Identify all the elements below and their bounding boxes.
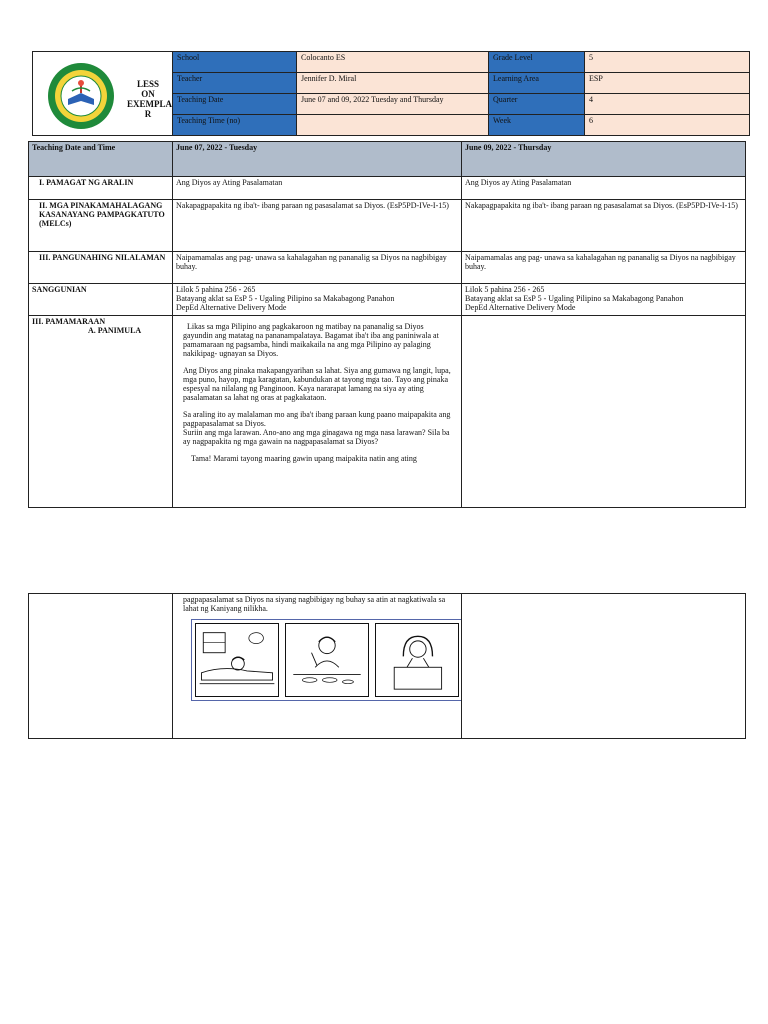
nilalaman-thursday: Naipamamalas ang pag- unawa sa kahalagahan ng pananalig sa Diyos na nagbibigay buhay. (462, 252, 746, 284)
page2-content (173, 594, 462, 739)
learning-area-value: ESP (585, 73, 750, 94)
sanggunian-thu-line1: Lilok 5 pahina 256 - 265 (465, 285, 545, 294)
header-table (32, 51, 750, 136)
pamagat-tuesday: Ang Diyos ay Ating Pasalamatan (173, 177, 462, 200)
pamamaraan-label (29, 316, 173, 508)
sanggunian-tue-line2: Batayang aklat sa EsP 5 - Ugaling Pilipino sa Makabagong Panahon (176, 294, 395, 303)
teaching-date-value: June 07 and 09, 2022 Tuesday and Thursday (297, 94, 489, 115)
panimula-thursday (462, 316, 746, 508)
quarter-label: Quarter (489, 94, 585, 115)
head-tuesday: June 07, 2022 - Tuesday (173, 142, 462, 177)
continuation-text: pagpapasalamat sa Diyos na siyang nagbibigay ng buhay sa atin at nagkatiwala sa lahat ng Kaniyang nilikha. (183, 595, 446, 613)
school-seal-icon (46, 61, 116, 131)
panimula-content (173, 316, 462, 508)
sanggunian-label: SANGGUNIAN (29, 284, 173, 316)
sanggunian-tue-line3: DepEd Alternative Delivery Mode (176, 303, 287, 312)
panimula-paragraph-2: Ang Diyos ang pinaka makapangyarihan sa lahat. Siya ang gumawa ng langit, lupa, mga puno, hayop, mga karagatan, kabundukan at tayong mga tao. Tayo ang pinaka espesyal na nilalang ng Panginoon. Kaya nararapat lamang na siya ay ating pasalamatan sa lahat ng oras at pagkakataon. (183, 366, 451, 402)
pamagat-thursday: Ang Diyos ay Ating Pasalamatan (462, 177, 746, 200)
panimula-paragraph-4: Tama! Marami tayong maaring gawin upang maipakita natin ang ating (191, 454, 417, 463)
grade-level-label: Grade Level (489, 52, 585, 73)
sanggunian-thu-line3: DepEd Alternative Delivery Mode (465, 303, 576, 312)
school-value: Colocanto ES (297, 52, 489, 73)
teaching-time-value (297, 115, 489, 136)
learning-area-label: Learning Area (489, 73, 585, 94)
week-label: Week (489, 115, 585, 136)
quarter-value: 4 (585, 94, 750, 115)
week-value: 6 (585, 115, 750, 136)
teaching-time-label: Teaching Time (no) (173, 115, 297, 136)
head-thursday: June 09, 2022 - Thursday (462, 142, 746, 177)
child-sleeping-illustration (196, 624, 278, 696)
panimula-paragraph-3a: Sa araling ito ay malalaman mo ang iba't ibang paraan kung paano maipapakita ang pagpapasalamat sa Diyos. (183, 410, 451, 428)
panimula-paragraph-1: Likas sa mga Pilipino ang pagkakaroon ng matibay na pananalig sa Diyos gayundin ang matatag na pananampalataya. Bagamat iba't iba ang paniniwala at pamamaraan ng pagsamba, hindi maikakaila na ang mga Pilipino ay palaging nakikipag- ugnayan sa Diyos. (183, 322, 439, 358)
pamagat-label: I. PAMAGAT NG ARALIN (29, 177, 173, 200)
picture-praying-child (195, 623, 279, 697)
head-teaching-date: Teaching Date and Time (29, 142, 173, 177)
teaching-date-label: Teaching Date (173, 94, 297, 115)
nilalaman-tuesday: Naipamamalas ang pag- unawa sa kahalagahan ng pananalig sa Diyos na nagbibigay buhay. (173, 252, 462, 284)
girl-thinking-illustration (376, 624, 458, 696)
sanggunian-thu-line2: Batayang aklat sa EsP 5 - Ugaling Pilipino sa Makabagong Panahon (465, 294, 684, 303)
panimula-paragraph-3b: Suriin ang mga larawan. Ano-ano ang mga ginagawa ng mga nasa larawan? Sila ba ay nagpapakita ng mga gawain na nagpapasalamat sa Diyos? (183, 428, 450, 446)
page2-label-cell (29, 594, 173, 739)
melcs-tuesday: Nakapagpapakita ng iba't- ibang paraan ng pasasalamat sa Diyos. (EsP5PD-IVe-I-15) (173, 200, 462, 252)
sanggunian-tuesday (173, 284, 462, 316)
pamamaraan-title: III. PAMAMARAAN (32, 317, 106, 326)
lesson-exemplar-title: LESS ON EXEMPLA R (127, 78, 172, 119)
page2-thursday-cell (462, 594, 746, 739)
grade-level-value: 5 (585, 52, 750, 73)
page2-table (28, 593, 746, 739)
teacher-label: Teacher (173, 73, 297, 94)
sanggunian-thursday (462, 284, 746, 316)
lesson-table (28, 141, 746, 508)
picture-strip (191, 619, 462, 701)
school-label: School (173, 52, 297, 73)
logo-cell (33, 52, 173, 136)
melcs-thursday: Nakapagpapakita ng iba't- ibang paraan ng pasasalamat sa Diyos. (EsP5PD-IVe-I-15) (462, 200, 746, 252)
teacher-value: Jennifer D. Miral (297, 73, 489, 94)
melcs-label: II. MGA PINAKAMAHALAGANG KASANAYANG PAMPAGKATUTO (MELCs) (29, 200, 173, 252)
nilalaman-label: III. PANGUNAHING NILALAMAN (29, 252, 173, 284)
sanggunian-tue-line1: Lilok 5 pahina 256 - 265 (176, 285, 256, 294)
child-eating-illustration (286, 624, 368, 696)
panimula-title: A. PANIMULA (88, 326, 142, 335)
picture-thinking-girl (375, 623, 459, 697)
picture-eating-child (285, 623, 369, 697)
